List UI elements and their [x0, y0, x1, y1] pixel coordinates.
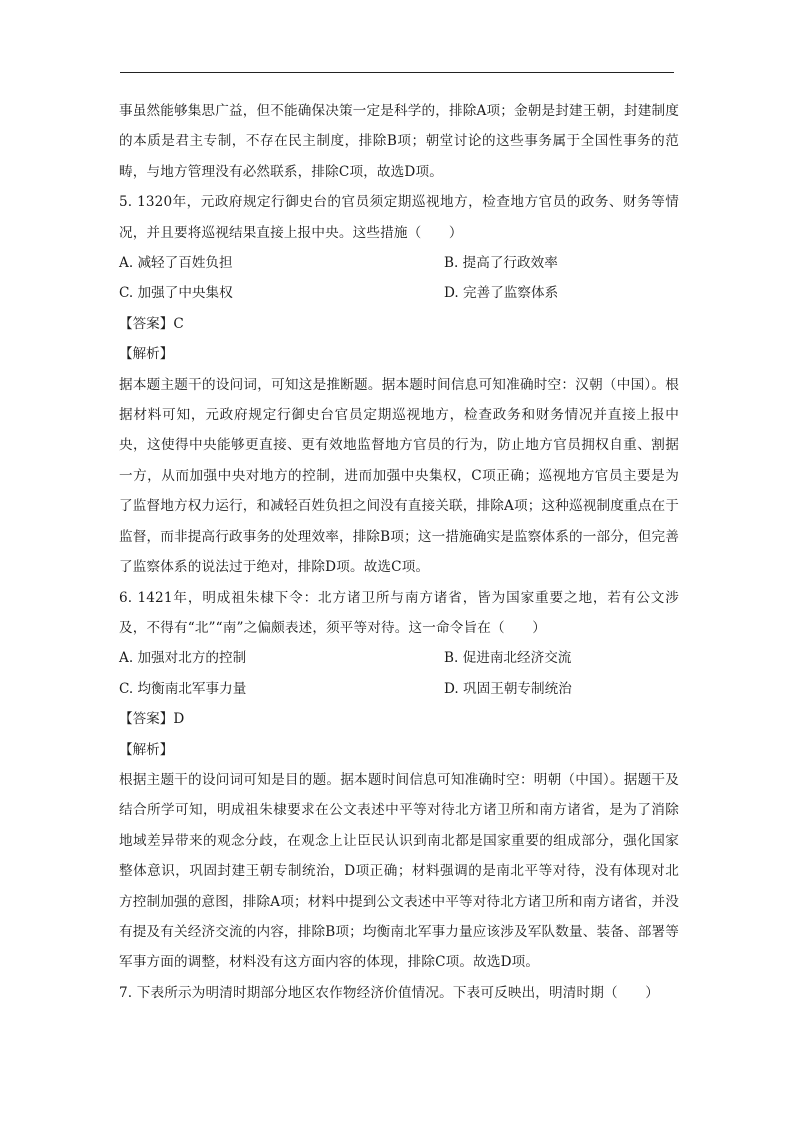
previous-analysis-paragraph: 事虽然能够集思广益，但不能确保决策一定是科学的，排除A项；金朝是封建王朝，封建制度的本质是君主专制，不存在民主制度，排除B项；朝堂讨论的这些事务属于全国性事务的范畴，与地方管理没有必然联系，排除C项，故选D项。 [119, 103, 679, 180]
question-5-options-row-1 [119, 248, 679, 278]
question-5-stem: 5. 1320年，元政府规定行御史台的官员须定期巡视地方，检查地方官员的政务、财务等情况，并且要将巡视结果直接上报中央。这些措施（ ） [119, 194, 679, 241]
question-6-option-d: D. 巩固王朝专制统治 [444, 680, 572, 697]
header-rule [120, 72, 674, 73]
document-body [119, 96, 679, 1008]
question-6-analysis-label: 【解析】 [119, 741, 174, 758]
question-5-analysis: 据本题主题干的设问词，可知这是推断题。据本题时间信息可知准确时空：汉朝（中国）。根据材料可知，元政府规定行御史台官员定期巡视地方，检查政务和财务情况并直接上报中央，这使得中央能够更直接、更有效地监督地方官员的行为，防止地方官员拥权自重、割据一方，从而加强中央对地方的控制，进而加强中央集权，C项正确；巡视地方官员主要是为了监督地方权力运行，和减轻百姓负担之间没有直接关联，排除A项；这种巡视制度重点在于监督，而非提高行政事务的处理效率，排除B项；这一措施确实是监察体系的一部分，但完善了监察体系的说法过于绝对，排除D项。故选C项。 [119, 376, 679, 576]
question-7 [119, 978, 679, 1008]
question-5-option-b: B. 提高了行政效率 [444, 255, 558, 272]
question-5-analysis-label: 【解析】 [119, 346, 174, 363]
question-5 [119, 187, 679, 582]
question-6-analysis: 根据主题干的设问词可知是目的题。据本题时间信息可知准确时空：明朝（中国）。据题干及结合所学可知，明成祖朱棣要求在公文表述中平等对待北方诸卫所和南方诸省，是为了消除地域差异带来的观念分歧，在观念上让臣民认识到南北都是国家重要的组成部分，强化国家整体意识，巩固封建王朝专制统治，D项正确；材料强调的是南北平等对待，没有体现对北方控制加强的意图，排除A项；材料中提到公文表述中平等对待北方诸卫所和南方诸省，并没有提及有关经济交流的内容，排除B项；均衡南北军事力量应该涉及军队数量、装备、部署等军事方面的调整，材料没有这方面内容的体现，排除C项。故选D项。 [119, 771, 679, 971]
question-6-options-row-2 [119, 674, 679, 704]
question-6-answer: 【答案】D [119, 711, 185, 728]
question-5-option-c: C. 加强了中央集权 [119, 285, 233, 302]
question-6-option-b: B. 促进南北经济交流 [444, 650, 572, 667]
question-7-stem: 7. 下表所示为明清时期部分地区农作物经济价值情况。下表可反映出，明清时期（ ） [119, 984, 660, 1001]
question-5-option-a: A. 减轻了百姓负担 [119, 255, 233, 272]
question-5-options-row-2 [119, 278, 679, 308]
question-6-stem: 6. 1421年，明成祖朱棣下令：北方诸卫所与南方诸省，皆为国家重要之地，若有公文涉及，不得有“北”“南”之偏颇表述，须平等对待。这一命令旨在（ ） [119, 589, 679, 636]
question-5-option-d: D. 完善了监察体系 [444, 285, 559, 302]
question-5-answer: 【答案】C [119, 315, 184, 332]
question-6-option-c: C. 均衡南北军事力量 [119, 680, 247, 697]
question-6-options-row-1 [119, 643, 679, 673]
question-6 [119, 583, 679, 978]
question-6-option-a: A. 加强对北方的控制 [119, 650, 247, 667]
